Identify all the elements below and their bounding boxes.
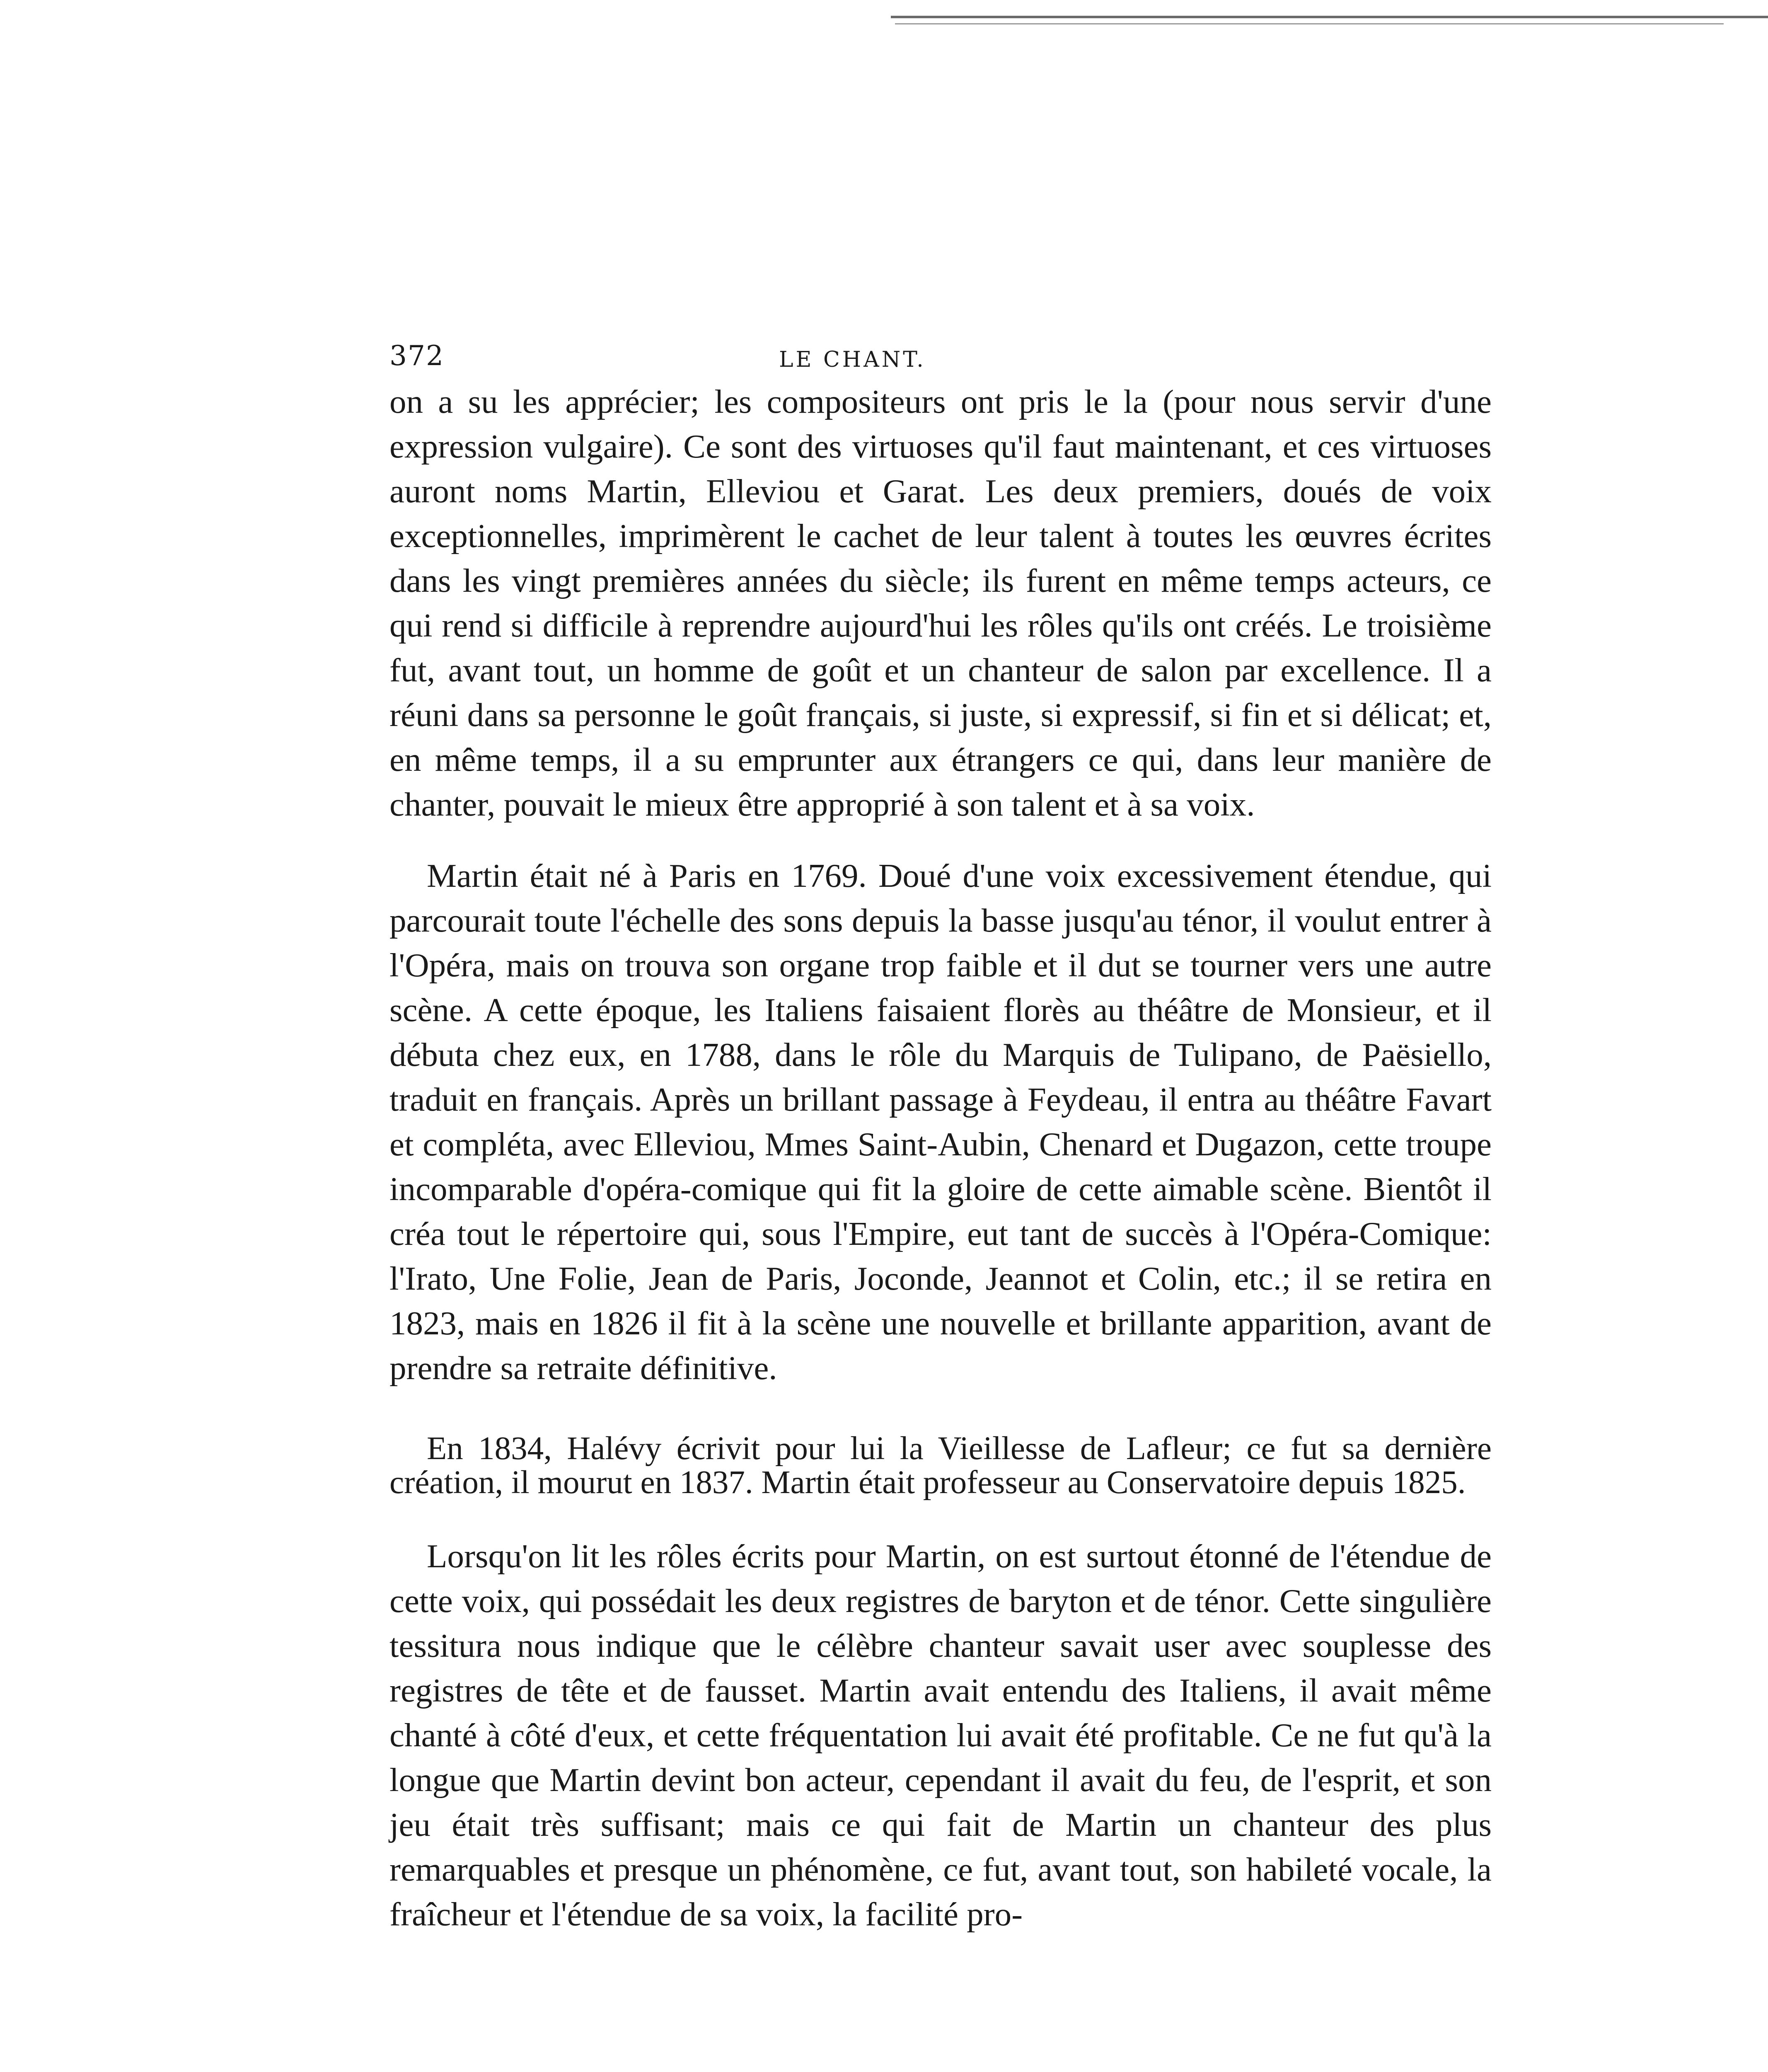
paragraph-2: Martin était né à Paris en 1769. Doué d'une voix excessivement étendue, qui parcourait toute l'échelle des sons depuis la basse jusqu'au ténor, il voulut entrer à l'Opéra, mais on trouva son organe trop faible et il dut se tourner vers une autre scène. A cette époque, les Italiens faisaient florès au théâtre de Monsieur, et il débuta chez eux, en 1788, dans le rôle du Marquis de Tulipano, de Paësiello, traduit en français. Après un brillant passage à Feydeau, il entra au théâtre Favart et compléta, avec Elleviou, Mmes Saint-Aubin, Chenard et Dugazon, cette troupe incomparable d'opéra-comique qui fit la gloire de cette aimable scène. Bientôt il créa tout le répertoire qui, sous l'Empire, eut tant de succès à l'Opéra-Comique: l'Irato, Une Folie, Jean de Paris, Joconde, Jeannot et Colin, etc.; il se retira en 1823, mais en 1826 il fit à la scène une nouvelle et brillante apparition, avant de prendre sa retraite définitive. (389, 857, 1492, 1387)
top-edge-rule (891, 16, 1768, 18)
top-edge-rule-secondary (895, 23, 1724, 24)
page-body (389, 340, 1492, 1936)
paragraph-3: En 1834, Halévy écrivit pour lui la Vieillesse de Lafleur; ce fut sa dernière création, il mourut en 1837. Martin était professeur au Conservatoire depuis 1825. (389, 1431, 1492, 1501)
page-header (389, 340, 1492, 379)
paragraph-4: Lorsqu'on lit les rôles écrits pour Martin, on est surtout étonné de l'étendue de cette voix, qui possédait les deux registres de baryton et de ténor. Cette singulière tessitura nous indique que le célèbre chanteur savait user avec souplesse des registres de tête et de fausset. Martin avait entendu des Italiens, il avait même chanté à côté d'eux, et cette fréquentation lui avait été profitable. Ce ne fut qu'à la longue que Martin devint bon acteur, cependant il avait du feu, de l'esprit, et son jeu était très suffisant; mais ce qui fait de Martin un chanteur des plus remarquables et presque un phénomène, ce fut, avant tout, son habileté vocale, la fraîcheur et l'étendue de sa voix, la facilité pro- (389, 1537, 1492, 1933)
paragraph-1: on a su les apprécier; les compositeurs ont pris le la (pour nous servir d'une expression vulgaire). Ce sont des virtuoses qu'il faut maintenant, et ces virtuoses auront noms Martin, Elleviou et Garat. Les deux premiers, doués de voix exceptionnelles, imprimèrent le cachet de leur talent à toutes les œuvres écrites dans les vingt premières années du siècle; ils furent en même temps acteurs, ce qui rend si difficile à reprendre aujourd'hui les rôles qu'ils ont créés. Le troisième fut, avant tout, un homme de goût et un chanteur de salon par excellence. Il a réuni dans sa personne le goût français, si juste, si expressif, si fin et si délicat; et, en même temps, il a su emprunter aux étrangers ce qui, dans leur manière de chanter, pouvait le mieux être approprié à son talent et à sa voix. (389, 383, 1492, 823)
running-head: LE CHANT. (779, 347, 926, 372)
page-number: 372 (389, 340, 444, 372)
